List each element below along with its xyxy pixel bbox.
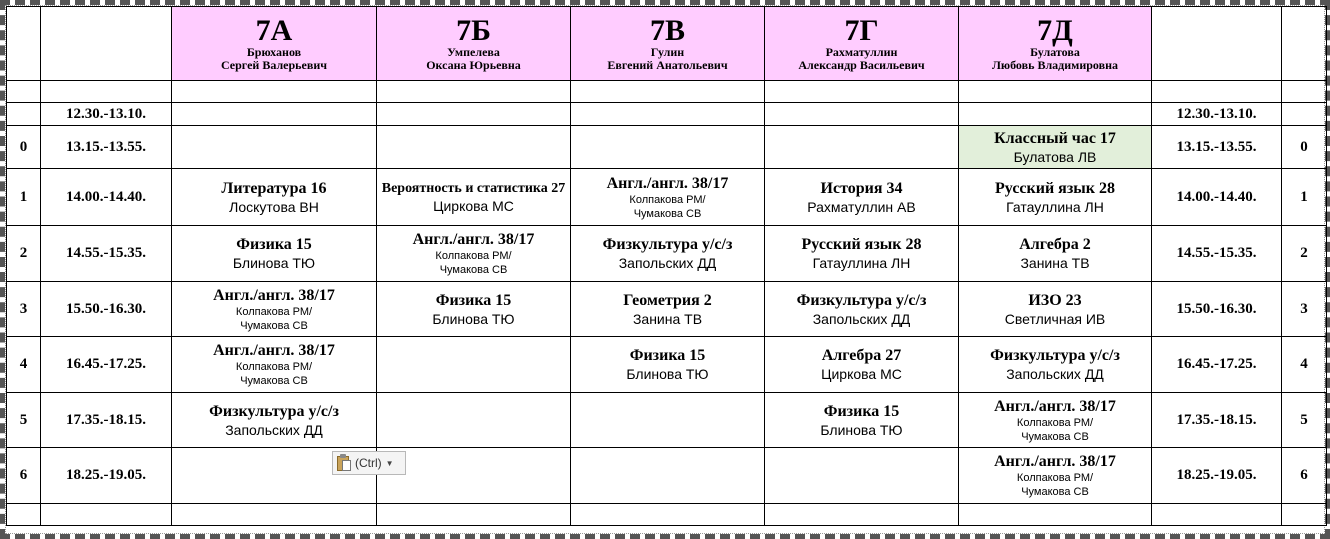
- header-num-cell[interactable]: [7, 7, 41, 81]
- lesson-cell[interactable]: [959, 103, 1152, 126]
- period-number[interactable]: 2: [7, 226, 41, 282]
- lesson-cell[interactable]: [571, 103, 765, 126]
- blank-cell[interactable]: [7, 81, 41, 103]
- lesson-subject: Классный час 17: [994, 129, 1116, 147]
- period-time-right[interactable]: 17.35.-18.15.: [1152, 393, 1282, 448]
- period-time[interactable]: 18.25.-19.05.: [41, 448, 172, 504]
- period-time-right[interactable]: 14.55.-15.35.: [1152, 226, 1282, 282]
- lesson-cell[interactable]: [765, 169, 959, 226]
- lesson-subject: Англ./англ. 38/17: [606, 174, 729, 192]
- lesson-cell[interactable]: [172, 169, 377, 226]
- lesson-cell[interactable]: [172, 337, 377, 393]
- class-name: 7А: [255, 13, 293, 47]
- lesson-teacher: Рахматуллин АВ: [807, 198, 916, 215]
- blank-cell[interactable]: [41, 81, 172, 103]
- lesson-teacher: Запольских ДД: [1006, 366, 1104, 382]
- lesson-teacher: Лоскутова ВН: [229, 198, 319, 215]
- lesson-subject: ИЗО 23: [1028, 291, 1082, 309]
- lesson-teacher: Занина ТВ: [632, 310, 703, 327]
- lesson-cell[interactable]: [172, 103, 377, 126]
- lesson-cell[interactable]: [571, 126, 765, 169]
- period-number-right[interactable]: 3: [1282, 282, 1327, 337]
- lesson-subject: Физика 15: [823, 402, 900, 420]
- blank-cell[interactable]: [1282, 504, 1327, 526]
- lesson-teacher: Чумакова СВ: [240, 319, 308, 332]
- lesson-row: [7, 226, 1327, 282]
- class-teacher-last: Булатова: [1030, 44, 1080, 59]
- period-number[interactable]: 6: [7, 448, 41, 504]
- class-teacher-first: Александр Васильевич: [798, 57, 925, 72]
- class-teacher-first: Оксана Юрьевна: [426, 57, 521, 72]
- class-header-1[interactable]: [172, 7, 377, 81]
- schedule-table: [6, 6, 1327, 526]
- lesson-cell[interactable]: [377, 337, 571, 393]
- class-teacher-first: Любовь Владимировна: [991, 57, 1119, 72]
- lesson-row: [7, 393, 1327, 448]
- lesson-cell[interactable]: [377, 393, 571, 448]
- lesson-cell[interactable]: [959, 448, 1152, 504]
- schedule-body: [7, 7, 1327, 526]
- header-time-cell[interactable]: [41, 7, 172, 81]
- lesson-cell[interactable]: [571, 226, 765, 282]
- period-time[interactable]: 12.30.-13.10.: [41, 103, 172, 126]
- class-name: 7Г: [844, 13, 879, 47]
- lesson-cell[interactable]: [959, 393, 1152, 448]
- lesson-teacher: Чумакова СВ: [240, 375, 308, 387]
- blank-cell[interactable]: [377, 504, 571, 526]
- lesson-teacher: Колпакова РМ/: [629, 193, 706, 206]
- lesson-cell[interactable]: [765, 448, 959, 504]
- class-header-5[interactable]: [959, 7, 1152, 81]
- period-number-right[interactable]: 1: [1282, 169, 1327, 226]
- lesson-cell[interactable]: [765, 126, 959, 169]
- header-time-cell-right[interactable]: [1152, 7, 1282, 81]
- paste-options-label: (Ctrl): [355, 456, 382, 470]
- lesson-row: [7, 169, 1327, 226]
- lesson-cell[interactable]: [959, 337, 1152, 393]
- lesson-cell[interactable]: [765, 103, 959, 126]
- blank-cell[interactable]: [7, 504, 41, 526]
- lesson-teacher: Запольских ДД: [618, 255, 717, 271]
- lesson-teacher: Запольских ДД: [812, 310, 911, 327]
- lesson-teacher: Колпакова РМ/: [235, 305, 313, 318]
- period-time[interactable]: 17.35.-18.15.: [41, 393, 172, 448]
- paste-options-button[interactable]: [332, 451, 406, 475]
- period-time-right[interactable]: 18.25.-19.05.: [1152, 448, 1282, 504]
- lesson-subject: Алгебра 27: [821, 347, 902, 364]
- lesson-cell[interactable]: [765, 393, 959, 448]
- period-number-right[interactable]: 2: [1282, 226, 1327, 282]
- lesson-cell[interactable]: [172, 393, 377, 448]
- period-number-right[interactable]: 4: [1282, 337, 1327, 393]
- lesson-cell[interactable]: [959, 126, 1152, 169]
- lesson-subject: Русский язык 28: [801, 236, 922, 253]
- lesson-cell[interactable]: [571, 448, 765, 504]
- lesson-subject: Англ./англ. 38/17: [994, 453, 1116, 470]
- period-time[interactable]: 15.50.-16.30.: [41, 282, 172, 337]
- class-name: 7Б: [456, 13, 491, 47]
- lesson-teacher: Чумакова СВ: [1021, 486, 1089, 498]
- lesson-teacher: Блинова ТЮ: [626, 366, 709, 382]
- clipboard-icon: [336, 454, 352, 472]
- class-teacher-first: Евгений Анатольевич: [607, 57, 728, 72]
- blank-cell[interactable]: [172, 504, 377, 526]
- lesson-cell[interactable]: [172, 126, 377, 169]
- lesson-teacher: Колпакова РМ/: [435, 250, 512, 262]
- period-time[interactable]: 14.00.-14.40.: [41, 169, 172, 226]
- blank-cell[interactable]: [172, 81, 377, 103]
- lesson-teacher: Чумакова СВ: [1021, 430, 1089, 443]
- period-time[interactable]: 13.15.-13.55.: [41, 126, 172, 169]
- lesson-cell[interactable]: [571, 393, 765, 448]
- lesson-teacher: Занина ТВ: [1020, 255, 1090, 271]
- blank-cell[interactable]: [41, 504, 172, 526]
- lesson-subject: Англ./англ. 38/17: [213, 286, 335, 304]
- lesson-subject: Геометрия 2: [623, 291, 712, 309]
- lesson-cell[interactable]: [571, 169, 765, 226]
- header-num-cell-right[interactable]: [1282, 7, 1327, 81]
- class-header-4[interactable]: [765, 7, 959, 81]
- class-name: 7В: [649, 13, 685, 47]
- lesson-subject: Англ./англ. 38/17: [994, 397, 1116, 415]
- lesson-cell[interactable]: [571, 337, 765, 393]
- lesson-teacher: Блинова ТЮ: [232, 255, 316, 271]
- lesson-cell[interactable]: [959, 226, 1152, 282]
- lesson-cell[interactable]: [377, 126, 571, 169]
- lesson-teacher: Циркова МС: [821, 366, 902, 382]
- blank-cell[interactable]: [571, 81, 765, 103]
- period-number-right[interactable]: 0: [1282, 126, 1327, 169]
- lesson-subject: Англ./англ. 38/17: [213, 342, 335, 359]
- blank-cell[interactable]: [765, 81, 959, 103]
- class-teacher-first: Сергей Валерьевич: [220, 57, 328, 72]
- lesson-cell[interactable]: [172, 226, 377, 282]
- lesson-row: [7, 282, 1327, 337]
- lesson-teacher: Чумакова СВ: [439, 264, 508, 276]
- lesson-row: [7, 103, 1327, 126]
- lesson-teacher: Булатова ЛВ: [1013, 148, 1097, 165]
- dropdown-caret-icon: ▼: [385, 458, 394, 468]
- lesson-teacher: Светличная ИВ: [1004, 310, 1106, 327]
- lesson-subject: Вероятность и статистика 27: [381, 180, 566, 196]
- period-time[interactable]: 16.45.-17.25.: [41, 337, 172, 393]
- lesson-teacher: Запольских ДД: [225, 421, 323, 438]
- period-time-right[interactable]: 14.00.-14.40.: [1152, 169, 1282, 226]
- lesson-cell[interactable]: [377, 226, 571, 282]
- lesson-subject: Физика 15: [629, 347, 706, 364]
- blank-cell[interactable]: [377, 81, 571, 103]
- period-number[interactable]: 5: [7, 393, 41, 448]
- period-time-right[interactable]: 13.15.-13.55.: [1152, 126, 1282, 169]
- lesson-row: [7, 448, 1327, 504]
- lesson-subject: Физкультура у/с/з: [209, 402, 339, 420]
- bottom-blank-row: [7, 504, 1327, 526]
- period-time[interactable]: 14.55.-15.35.: [41, 226, 172, 282]
- period-time-right[interactable]: 15.50.-16.30.: [1152, 282, 1282, 337]
- blank-cell[interactable]: [959, 81, 1152, 103]
- lesson-teacher: Чумакова СВ: [633, 207, 702, 220]
- lesson-teacher: Гатауллина ЛН: [812, 255, 911, 271]
- period-number[interactable]: 0: [7, 126, 41, 169]
- lesson-teacher: Гатауллина ЛН: [1006, 198, 1104, 215]
- lesson-cell[interactable]: [959, 282, 1152, 337]
- period-number-right[interactable]: [1282, 103, 1327, 126]
- blank-cell[interactable]: [571, 504, 765, 526]
- class-header-2[interactable]: [377, 7, 571, 81]
- spacer-row: [7, 81, 1327, 103]
- lesson-subject: Физкультура у/с/з: [796, 291, 927, 309]
- lesson-teacher: Колпакова РМ/: [1016, 416, 1094, 429]
- lesson-subject: Физкультура у/с/з: [602, 236, 733, 253]
- lesson-cell[interactable]: [765, 337, 959, 393]
- lesson-subject: Литература 16: [221, 179, 327, 197]
- lesson-teacher: Блинова ТЮ: [820, 421, 903, 438]
- period-time-right[interactable]: 12.30.-13.10.: [1152, 103, 1282, 126]
- lesson-row: [7, 337, 1327, 393]
- period-number[interactable]: 3: [7, 282, 41, 337]
- blank-cell[interactable]: [959, 504, 1152, 526]
- blank-cell[interactable]: [1282, 81, 1327, 103]
- lesson-cell[interactable]: [377, 282, 571, 337]
- blank-cell[interactable]: [1152, 81, 1282, 103]
- lesson-teacher: Колпакова РМ/: [1016, 472, 1094, 484]
- lesson-subject: Физкультура у/с/з: [990, 347, 1120, 364]
- header-row: [7, 7, 1327, 81]
- lesson-teacher: Блинова ТЮ: [432, 310, 515, 327]
- period-number-right[interactable]: 5: [1282, 393, 1327, 448]
- blank-cell[interactable]: [1152, 504, 1282, 526]
- class-teacher-last: Гулин: [650, 44, 685, 59]
- lesson-cell[interactable]: [765, 282, 959, 337]
- lesson-cell[interactable]: [172, 282, 377, 337]
- blank-cell[interactable]: [765, 504, 959, 526]
- lesson-cell[interactable]: [765, 226, 959, 282]
- lesson-subject: Англ./англ. 38/17: [412, 231, 535, 248]
- lesson-subject: История 34: [820, 179, 903, 197]
- lesson-cell[interactable]: [377, 169, 571, 226]
- period-number[interactable]: [7, 103, 41, 126]
- period-time-right[interactable]: 16.45.-17.25.: [1152, 337, 1282, 393]
- period-number[interactable]: 1: [7, 169, 41, 226]
- lesson-subject: Физика 15: [435, 291, 512, 309]
- period-number-right[interactable]: 6: [1282, 448, 1327, 504]
- lesson-subject: Алгебра 2: [1019, 236, 1091, 253]
- lesson-cell[interactable]: [377, 103, 571, 126]
- lesson-teacher: Колпакова РМ/: [235, 361, 313, 373]
- period-number[interactable]: 4: [7, 337, 41, 393]
- lesson-subject: Физика 15: [236, 236, 312, 253]
- lesson-cell[interactable]: [571, 282, 765, 337]
- class-teacher-last: Брюханов: [246, 44, 302, 59]
- class-teacher-last: Рахматуллин: [825, 44, 898, 59]
- lesson-subject: Русский язык 28: [995, 179, 1115, 197]
- lesson-cell[interactable]: [959, 169, 1152, 226]
- class-teacher-last: Умпелева: [447, 44, 500, 59]
- lesson-row: [7, 126, 1327, 169]
- class-name: 7Д: [1037, 13, 1073, 47]
- class-header-3[interactable]: [571, 7, 765, 81]
- lesson-teacher: Циркова МС: [433, 197, 514, 214]
